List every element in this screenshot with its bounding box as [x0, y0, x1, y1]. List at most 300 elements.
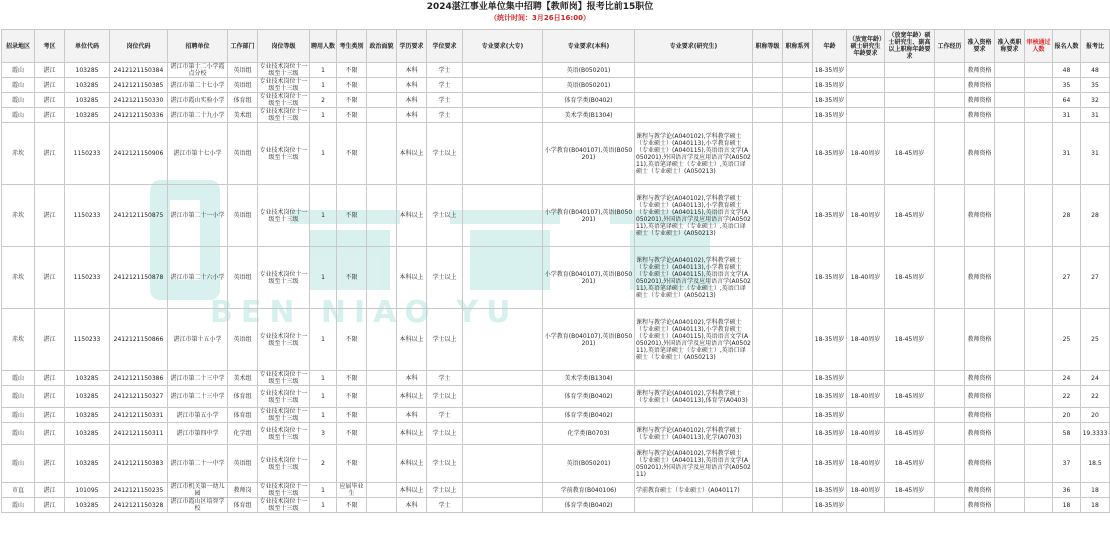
- table-cell: [995, 498, 1025, 513]
- column-header: （放宽年龄）硕士研究生、副高以上职称年龄要求: [885, 30, 935, 63]
- table-cell: 湛江: [35, 63, 65, 78]
- table-cell: 18-40周岁: [847, 247, 885, 309]
- table-cell: 本科以上: [397, 309, 427, 371]
- table-cell: 湛江市第十五小学: [168, 309, 228, 371]
- table-cell: [1025, 445, 1053, 483]
- table-cell: 本科以上: [397, 483, 427, 498]
- table-body: [2, 63, 1110, 513]
- table-cell: 2412121150311: [110, 423, 168, 445]
- table-cell: 教师资格: [965, 185, 995, 247]
- table-cell: [367, 483, 397, 498]
- table-cell: 18-40周岁: [847, 386, 885, 408]
- table-cell: 32: [1081, 93, 1110, 108]
- table-cell: 课程与教学论(A040102),学科教学硕士（专业硕士）(A040113),化学(A0703): [635, 423, 753, 445]
- table-cell: [635, 78, 753, 93]
- table-cell: 24: [1081, 371, 1110, 386]
- table-cell: [463, 123, 543, 185]
- table-cell: 103285: [65, 498, 110, 513]
- table-cell: 小学教育(B040107),英语(B050201): [543, 123, 635, 185]
- table-cell: 18-35周岁: [813, 445, 847, 483]
- stat-time: （统计时间：3月26日16:00）: [490, 14, 590, 22]
- table-cell: 学士: [427, 408, 463, 423]
- table-cell: [367, 423, 397, 445]
- table-cell: 学士: [427, 498, 463, 513]
- table-cell: 专业技术岗位十一级至十三级: [258, 247, 310, 309]
- table-cell: [367, 185, 397, 247]
- table-cell: 103285: [65, 371, 110, 386]
- table-cell: 1150233: [65, 185, 110, 247]
- table-cell: [753, 386, 783, 408]
- table-cell: 18-35周岁: [813, 371, 847, 386]
- table-cell: 25: [1081, 309, 1110, 371]
- table-cell: [995, 93, 1025, 108]
- table-cell: 课程与教学论(A040102),学科教学硕士（专业硕士）(A040113),小学教育硕士（专业硕士）(A040115),英语语言文学(A050201),外国语言学及应用语言学(A050211),英语笔译硕士（专业硕士）,英语口译硕士（专业硕士）(A050213): [635, 247, 753, 309]
- column-header: 招录地区: [2, 30, 35, 63]
- table-cell: 18-35周岁: [813, 78, 847, 93]
- table-cell: 不限: [337, 247, 367, 309]
- table-cell: [463, 185, 543, 247]
- table-cell: 18-45周岁: [885, 423, 935, 445]
- table-cell: 专业技术岗位十一级至十三级: [259, 483, 308, 497]
- table-cell: 学士以上: [427, 185, 463, 247]
- table-cell: [367, 371, 397, 386]
- table-cell: 英语组: [228, 78, 258, 93]
- table-cell: [783, 78, 813, 93]
- table-cell: 2412121150383: [110, 445, 168, 483]
- table-cell: 学士以上: [427, 386, 463, 408]
- table-cell: [367, 445, 397, 483]
- table-cell: 24: [1053, 371, 1081, 386]
- table-cell: 美术学类(B1304): [543, 371, 635, 386]
- table-cell: 103285: [65, 408, 110, 423]
- table-cell: 本科以上: [397, 445, 427, 483]
- table-cell: [463, 498, 543, 513]
- table-cell: [753, 483, 783, 498]
- table-cell: 湛江: [35, 386, 65, 408]
- table-cell: 28: [1081, 185, 1110, 247]
- table-cell: [753, 93, 783, 108]
- table-cell: [463, 108, 543, 123]
- table-cell: 湛江: [35, 185, 65, 247]
- table-cell: 专业技术岗位十一级至十三级: [259, 371, 308, 385]
- table-cell: 1: [310, 483, 337, 498]
- table-cell: 1: [310, 371, 337, 386]
- table-cell: [1025, 386, 1053, 408]
- table-cell: 本科: [397, 63, 427, 78]
- table-cell: [463, 78, 543, 93]
- table-cell: 学士以上: [427, 309, 463, 371]
- table-cell: 湛江市霞山实验小学: [168, 93, 228, 108]
- table-cell: 教师资格: [965, 371, 995, 386]
- table-cell: 学前教育(B040106): [543, 483, 635, 498]
- table-cell: 霞山: [2, 423, 35, 445]
- table-cell: 本科以上: [397, 423, 427, 445]
- table-cell: 18-45周岁: [885, 483, 935, 498]
- table-cell: 1150233: [65, 123, 110, 185]
- table-cell: [885, 371, 935, 386]
- table-cell: 18-40周岁: [847, 423, 885, 445]
- table-cell: 应届毕业生: [337, 483, 367, 498]
- table-cell: 课程与教学论(A040102),学科教学硕士（专业硕士）(A040113),体育学(A0403): [635, 386, 753, 408]
- table-cell: [367, 498, 397, 513]
- table-cell: 1150233: [65, 247, 110, 309]
- table-cell: 35: [1053, 78, 1081, 93]
- table-cell: 103285: [65, 423, 110, 445]
- table-row: [2, 185, 1110, 247]
- table-cell: 英语组: [228, 247, 258, 309]
- table-cell: 本科: [397, 408, 427, 423]
- table-cell: 18-35周岁: [813, 185, 847, 247]
- table-cell: [635, 408, 753, 423]
- table-cell: [1025, 423, 1053, 445]
- table-cell: 湛江: [35, 483, 65, 498]
- table-cell: [463, 408, 543, 423]
- table-cell: 教师资格: [965, 445, 995, 483]
- table-cell: 18-45周岁: [885, 123, 935, 185]
- table-cell: 湛江市霞山区培智学校: [168, 498, 228, 513]
- table-cell: 22: [1053, 386, 1081, 408]
- table-cell: 学士以上: [427, 123, 463, 185]
- table-cell: 湛江: [35, 371, 65, 386]
- table-cell: 体育学类(B0402): [543, 408, 635, 423]
- table-cell: 本科: [397, 371, 427, 386]
- table-cell: 湛江: [35, 309, 65, 371]
- table-cell: 103285: [65, 386, 110, 408]
- table-cell: [753, 423, 783, 445]
- table-cell: 18-45周岁: [885, 247, 935, 309]
- column-header: 审核通过人数: [1025, 30, 1053, 63]
- table-cell: [995, 185, 1025, 247]
- column-header: 学历要求: [397, 30, 427, 63]
- table-cell: 湛江市第二十三中学: [168, 371, 228, 386]
- table-cell: 课程与教学论(A040102),学科教学硕士（专业硕士）(A040113),小学教育硕士（专业硕士）(A040115),英语语言文学(A050201),外国语言学及应用语言学(A050211),英语笔译硕士（专业硕士）,英语口译硕士（专业硕士）(A050213): [635, 309, 753, 371]
- table-cell: 学士以上: [427, 247, 463, 309]
- table-cell: [885, 408, 935, 423]
- table-cell: 18-40周岁: [847, 445, 885, 483]
- table-cell: [935, 247, 965, 309]
- table-cell: 2: [310, 93, 337, 108]
- table-cell: 教师资格: [965, 123, 995, 185]
- table-cell: [995, 445, 1025, 483]
- table-cell: 英语组: [228, 123, 258, 185]
- table-cell: 专业技术岗位十一级至十三级: [259, 78, 308, 92]
- table-cell: [367, 108, 397, 123]
- table-cell: 湛江: [35, 78, 65, 93]
- table-cell: 小学教育(B040107),英语(B050201): [543, 185, 635, 247]
- table-cell: 教师资格: [965, 247, 995, 309]
- table-cell: [885, 78, 935, 93]
- table-cell: 不限: [337, 309, 367, 371]
- table-cell: 不限: [337, 498, 367, 513]
- table-header: [2, 30, 1110, 63]
- table-cell: [783, 498, 813, 513]
- table-cell: 18-40周岁: [847, 185, 885, 247]
- table-cell: 不限: [337, 93, 367, 108]
- table-row: [2, 247, 1110, 309]
- column-header: 报名人数: [1053, 30, 1081, 63]
- table-cell: 专业技术岗位十一级至十三级: [259, 498, 308, 512]
- table-cell: [885, 63, 935, 78]
- table-cell: 市直: [2, 483, 35, 498]
- table-cell: [367, 309, 397, 371]
- table-row: [2, 123, 1110, 185]
- table-cell: 专业技术岗位十一级至十三级: [258, 445, 310, 483]
- table-cell: 18-45周岁: [885, 309, 935, 371]
- table-cell: 18-45周岁: [885, 185, 935, 247]
- table-cell: 18-35周岁: [813, 93, 847, 108]
- table-cell: 1: [310, 123, 337, 185]
- table-cell: 湛江: [35, 423, 65, 445]
- table-cell: [367, 408, 397, 423]
- table-cell: 体育组: [228, 93, 258, 108]
- table-cell: 1: [310, 185, 337, 247]
- table-cell: 英语组: [228, 63, 258, 78]
- table-cell: 学士以上: [427, 423, 463, 445]
- table-cell: [995, 386, 1025, 408]
- table-cell: 学士: [427, 78, 463, 93]
- table-cell: [935, 63, 965, 78]
- table-cell: [783, 108, 813, 123]
- table-cell: 18-45周岁: [885, 445, 935, 483]
- page-title: 2024湛江事业单位集中招聘【教师岗】报考比前15职位: [426, 2, 654, 12]
- table-cell: 学士: [427, 371, 463, 386]
- table-cell: 赤坎: [2, 123, 35, 185]
- table-cell: 湛江市第二十六小学: [168, 247, 228, 309]
- table-cell: [783, 386, 813, 408]
- table-cell: 20: [1053, 408, 1081, 423]
- table-cell: 18-35周岁: [813, 123, 847, 185]
- table-cell: 湛江市第四中学: [168, 423, 228, 445]
- column-header: 岗位等级: [258, 30, 310, 63]
- table-cell: 2412121150330: [110, 93, 168, 108]
- table-cell: 1: [310, 247, 337, 309]
- table-cell: [847, 78, 885, 93]
- column-header: 考区: [35, 30, 65, 63]
- table-cell: 专业技术岗位十一级至十三级: [258, 185, 310, 247]
- table-cell: 1: [310, 408, 337, 423]
- table-cell: 体育学类(B0402): [543, 386, 635, 408]
- table-cell: 本科以上: [397, 247, 427, 309]
- table-cell: [367, 123, 397, 185]
- table-cell: 美术学类(B1304): [543, 108, 635, 123]
- table-cell: 18.5: [1081, 445, 1110, 483]
- table-cell: [753, 78, 783, 93]
- table-row: [2, 309, 1110, 371]
- table-row: [2, 498, 1110, 513]
- table-cell: 不限: [337, 108, 367, 123]
- table-cell: 霞山: [2, 445, 35, 483]
- column-header: 政治面貌: [367, 30, 397, 63]
- table-cell: 湛江: [35, 123, 65, 185]
- table-cell: [783, 123, 813, 185]
- table-cell: 103285: [65, 78, 110, 93]
- table-cell: [783, 185, 813, 247]
- table-cell: 18-35周岁: [813, 408, 847, 423]
- table-cell: 27: [1053, 247, 1081, 309]
- table-cell: [885, 498, 935, 513]
- table-cell: [783, 93, 813, 108]
- table-cell: 赤坎: [2, 309, 35, 371]
- table-cell: 专业技术岗位十一级至十三级: [259, 408, 308, 422]
- table-cell: 36: [1053, 483, 1081, 498]
- table-cell: 18-35周岁: [813, 63, 847, 78]
- table-cell: 湛江: [35, 498, 65, 513]
- table-cell: [463, 63, 543, 78]
- table-cell: 英语组: [228, 309, 258, 371]
- table-cell: 28: [1053, 185, 1081, 247]
- table-cell: 31: [1053, 108, 1081, 123]
- table-cell: 不限: [337, 123, 367, 185]
- table-cell: 湛江市第二十一小学: [168, 185, 228, 247]
- table-cell: 1: [310, 498, 337, 513]
- table-cell: [367, 63, 397, 78]
- table-cell: [935, 123, 965, 185]
- table-cell: 31: [1081, 108, 1110, 123]
- table-cell: 1: [310, 309, 337, 371]
- table-cell: 18-40周岁: [847, 483, 885, 498]
- table-cell: [753, 247, 783, 309]
- table-cell: 霞山: [2, 386, 35, 408]
- table-cell: 本科: [397, 498, 427, 513]
- table-cell: 18-40周岁: [847, 123, 885, 185]
- table-cell: [1025, 408, 1053, 423]
- column-header: 职称系列: [783, 30, 813, 63]
- table-cell: 18-35周岁: [813, 498, 847, 513]
- table-cell: 20: [1081, 408, 1110, 423]
- table-cell: 教师资格: [965, 93, 995, 108]
- table-cell: 18-45周岁: [885, 386, 935, 408]
- table-cell: 学士: [427, 63, 463, 78]
- table-cell: 教师资格: [965, 423, 995, 445]
- table-cell: [995, 123, 1025, 185]
- table-cell: [1025, 63, 1053, 78]
- table-cell: [783, 445, 813, 483]
- table-cell: 103285: [65, 63, 110, 78]
- table-cell: [367, 386, 397, 408]
- table-cell: [463, 93, 543, 108]
- table-cell: 本科: [397, 108, 427, 123]
- table-cell: 学士: [427, 108, 463, 123]
- table-cell: [1025, 309, 1053, 371]
- table-cell: [367, 93, 397, 108]
- table-cell: 本科以上: [397, 123, 427, 185]
- table-cell: 霞山: [2, 63, 35, 78]
- table-row: [2, 423, 1110, 445]
- table-cell: [995, 371, 1025, 386]
- column-header: 年龄: [813, 30, 847, 63]
- watermark-text: BEN NIAO YU: [210, 295, 519, 330]
- column-header: 职称等级: [753, 30, 783, 63]
- table-cell: 2412121150385: [110, 78, 168, 93]
- table-cell: 18: [1081, 483, 1110, 498]
- table-cell: 18-35周岁: [813, 386, 847, 408]
- table-cell: [635, 63, 753, 78]
- column-header: 准入资格要求: [965, 30, 995, 63]
- table-cell: 不限: [337, 408, 367, 423]
- table-cell: 48: [1081, 63, 1110, 78]
- column-header: 专业要求(研究生): [635, 30, 753, 63]
- positions-table: [1, 29, 1110, 513]
- table-cell: 27: [1081, 247, 1110, 309]
- column-header: 准入类职称要求: [995, 30, 1025, 63]
- column-header: 单位代码: [65, 30, 110, 63]
- table-cell: 霞山: [2, 93, 35, 108]
- table-cell: 2412121150336: [110, 108, 168, 123]
- table-cell: 英语(B050201): [543, 445, 635, 483]
- table-cell: 31: [1053, 123, 1081, 185]
- table-cell: [463, 483, 543, 498]
- table-cell: [463, 386, 543, 408]
- table-cell: [935, 498, 965, 513]
- table-cell: [935, 108, 965, 123]
- table-cell: 不限: [337, 386, 367, 408]
- table-cell: 湛江市第五小学: [168, 408, 228, 423]
- table-row: [2, 408, 1110, 423]
- table-cell: 18-35周岁: [813, 423, 847, 445]
- table-cell: [783, 63, 813, 78]
- table-cell: 霞山: [2, 108, 35, 123]
- table-cell: 18-35周岁: [813, 309, 847, 371]
- table-cell: 美术组: [228, 371, 258, 386]
- table-cell: 不限: [337, 63, 367, 78]
- column-header: 聘用人数: [310, 30, 337, 63]
- table-cell: [935, 185, 965, 247]
- table-cell: 教师资格: [965, 483, 995, 498]
- table-cell: 霞山: [2, 408, 35, 423]
- table-cell: 英语(B050201): [543, 78, 635, 93]
- table-cell: [1025, 108, 1053, 123]
- table-cell: 58: [1053, 423, 1081, 445]
- table-row: [2, 93, 1110, 108]
- table-cell: 湛江市机关第一幼儿园: [168, 483, 228, 498]
- table-cell: 3: [310, 423, 337, 445]
- table-cell: [753, 498, 783, 513]
- table-cell: 课程与教学论(A040102),学科教学硕士（专业硕士）(A040113),英语语言文学(A050201),外国语言学及应用语言学(A050211): [635, 445, 753, 483]
- table-cell: [753, 445, 783, 483]
- table-cell: 1: [310, 108, 337, 123]
- table-cell: [1025, 247, 1053, 309]
- table-cell: [847, 498, 885, 513]
- table-cell: 湛江市第二十七小学: [168, 78, 228, 93]
- column-header: 报考比: [1081, 30, 1110, 63]
- table-cell: 48: [1053, 63, 1081, 78]
- table-cell: 不限: [337, 185, 367, 247]
- table-cell: 湛江市第二十一中学: [168, 445, 228, 483]
- table-cell: 103285: [65, 108, 110, 123]
- table-cell: 学士以上: [427, 483, 463, 498]
- table-cell: [753, 408, 783, 423]
- table-cell: 英语组: [228, 445, 258, 483]
- table-cell: 湛江市第二十九小学: [168, 108, 228, 123]
- table-cell: 学士以上: [427, 445, 463, 483]
- table-cell: [463, 371, 543, 386]
- table-row: [2, 483, 1110, 498]
- table-cell: 体育组: [228, 498, 258, 513]
- table-cell: [463, 445, 543, 483]
- column-header: 岗位代码: [110, 30, 168, 63]
- column-header: 专业要求(大专): [463, 30, 543, 63]
- table-cell: 专业技术岗位十一级至十三级: [258, 309, 310, 371]
- table-cell: 霞山: [2, 371, 35, 386]
- column-header: 招聘单位: [168, 30, 228, 63]
- table-cell: 湛江市第二十三中学: [168, 386, 228, 408]
- table-cell: 体育组: [228, 408, 258, 423]
- table-cell: [1025, 371, 1053, 386]
- table-row: [2, 371, 1110, 386]
- table-cell: 专业技术岗位十一级至十三级: [259, 93, 308, 107]
- table-cell: 2412121150384: [110, 63, 168, 78]
- table-cell: [463, 247, 543, 309]
